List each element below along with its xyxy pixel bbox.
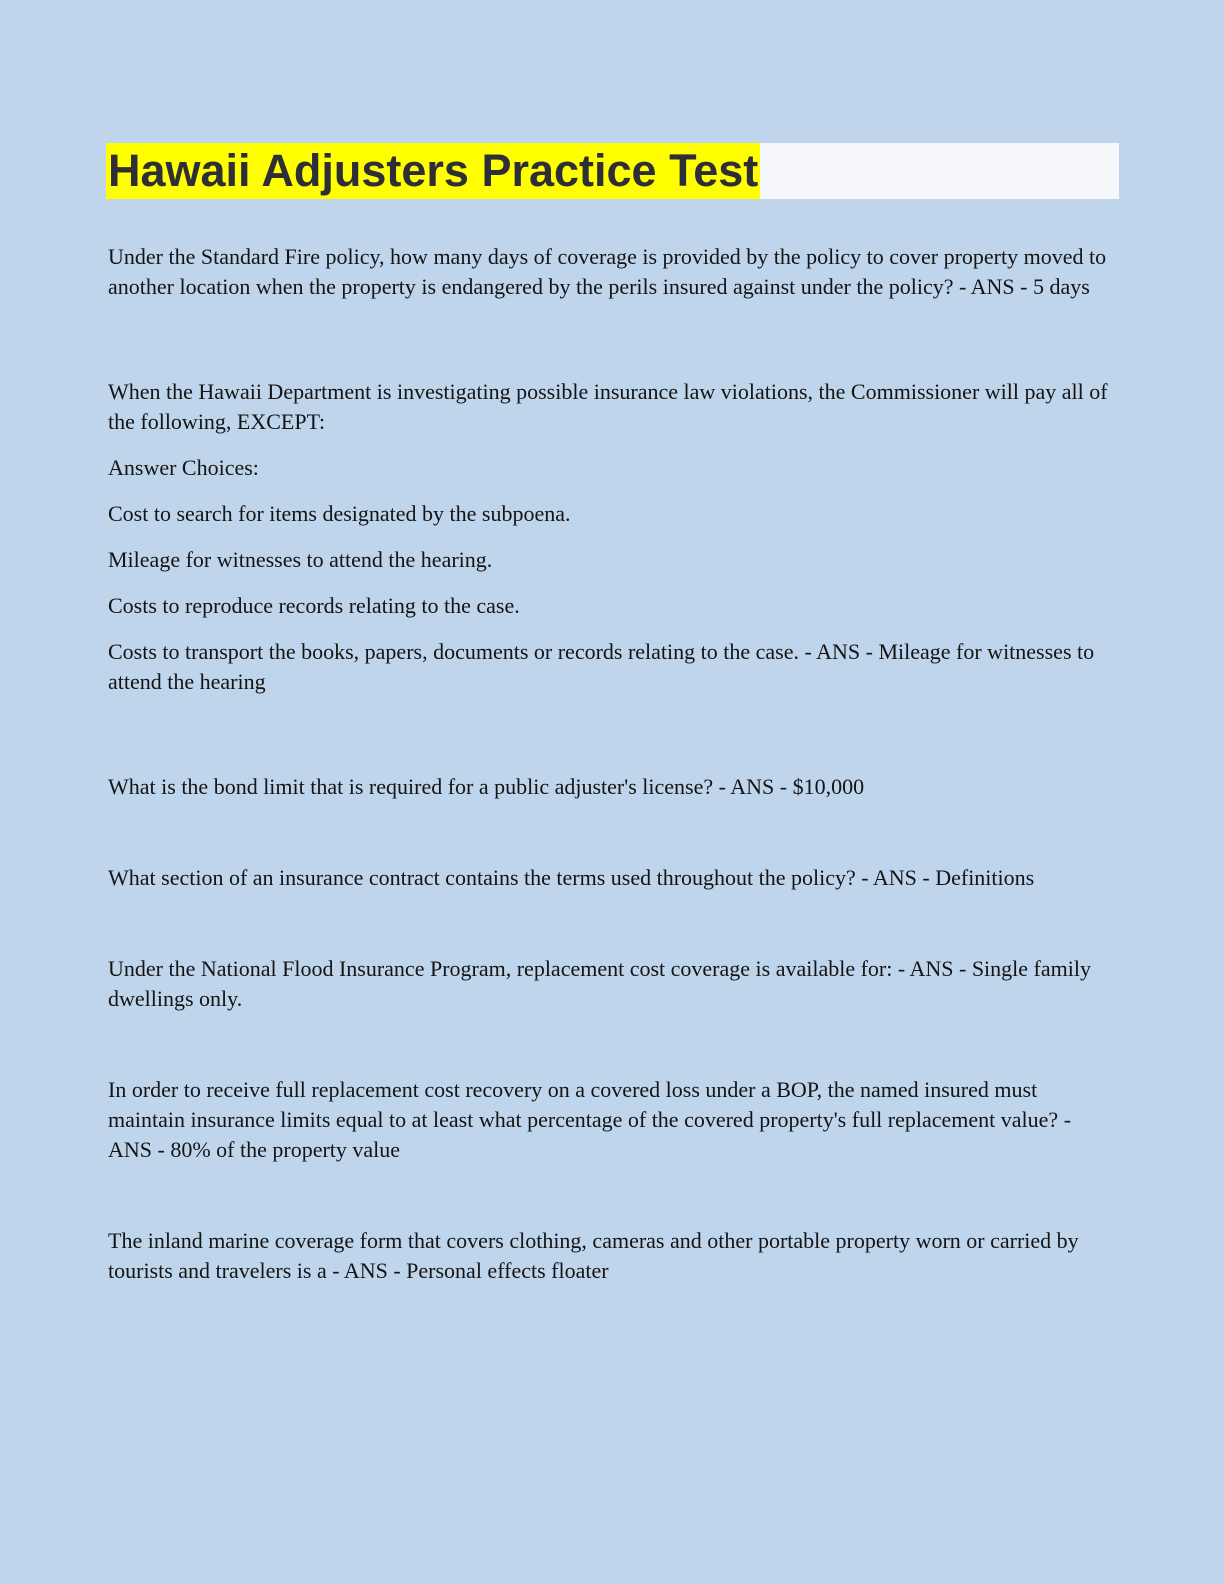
question-text: What is the bond limit that is required for a public adjuster's license? - ANS - $10,000 (108, 774, 865, 799)
question-block (108, 863, 1118, 893)
answer-choices-label: Answer Choices: (108, 455, 259, 480)
question-block (108, 377, 1118, 697)
answer-choice: Cost to search for items designated by the subpoena. (108, 501, 571, 526)
question-text: What section of an insurance contract contains the terms used throughout the policy? - ANS - Definitions (108, 865, 1035, 890)
question-block (108, 242, 1118, 302)
question-text: When the Hawaii Department is investigating possible insurance law violations, the Commissioner will pay all of the following, EXCEPT: (108, 379, 1108, 434)
question-text: In order to receive full replacement cost recovery on a covered loss under a BOP, the named insured must maintain insurance limits equal to at least what percentage of the covered property's full replacement value? - ANS - 80% of the property value (108, 1077, 1072, 1162)
document-body (108, 242, 1118, 1286)
question-block (108, 1075, 1118, 1165)
answer-choice: Costs to transport the books, papers, documents or records relating to the case. - ANS - Mileage for witnesses to attend the hearing (108, 639, 1095, 694)
question-text: The inland marine coverage form that covers clothing, cameras and other portable property worn or carried by tourists and travelers is a - ANS - Personal effects floater (108, 1228, 1079, 1283)
question-block (108, 1226, 1118, 1286)
question-text: Under the National Flood Insurance Program, replacement cost coverage is available for: - ANS - Single family dwellings only. (108, 956, 1091, 1011)
page-title: Hawaii Adjusters Practice Test (106, 143, 760, 199)
answer-choice: Costs to reproduce records relating to the case. (108, 593, 520, 618)
answer-choice: Mileage for witnesses to attend the hearing. (108, 547, 493, 572)
question-block (108, 954, 1118, 1014)
question-text: Under the Standard Fire policy, how many days of coverage is provided by the policy to cover property moved to another location when the property is endangered by the perils insured against under the policy? - ANS - 5 days (108, 244, 1107, 299)
question-block (108, 772, 1118, 802)
